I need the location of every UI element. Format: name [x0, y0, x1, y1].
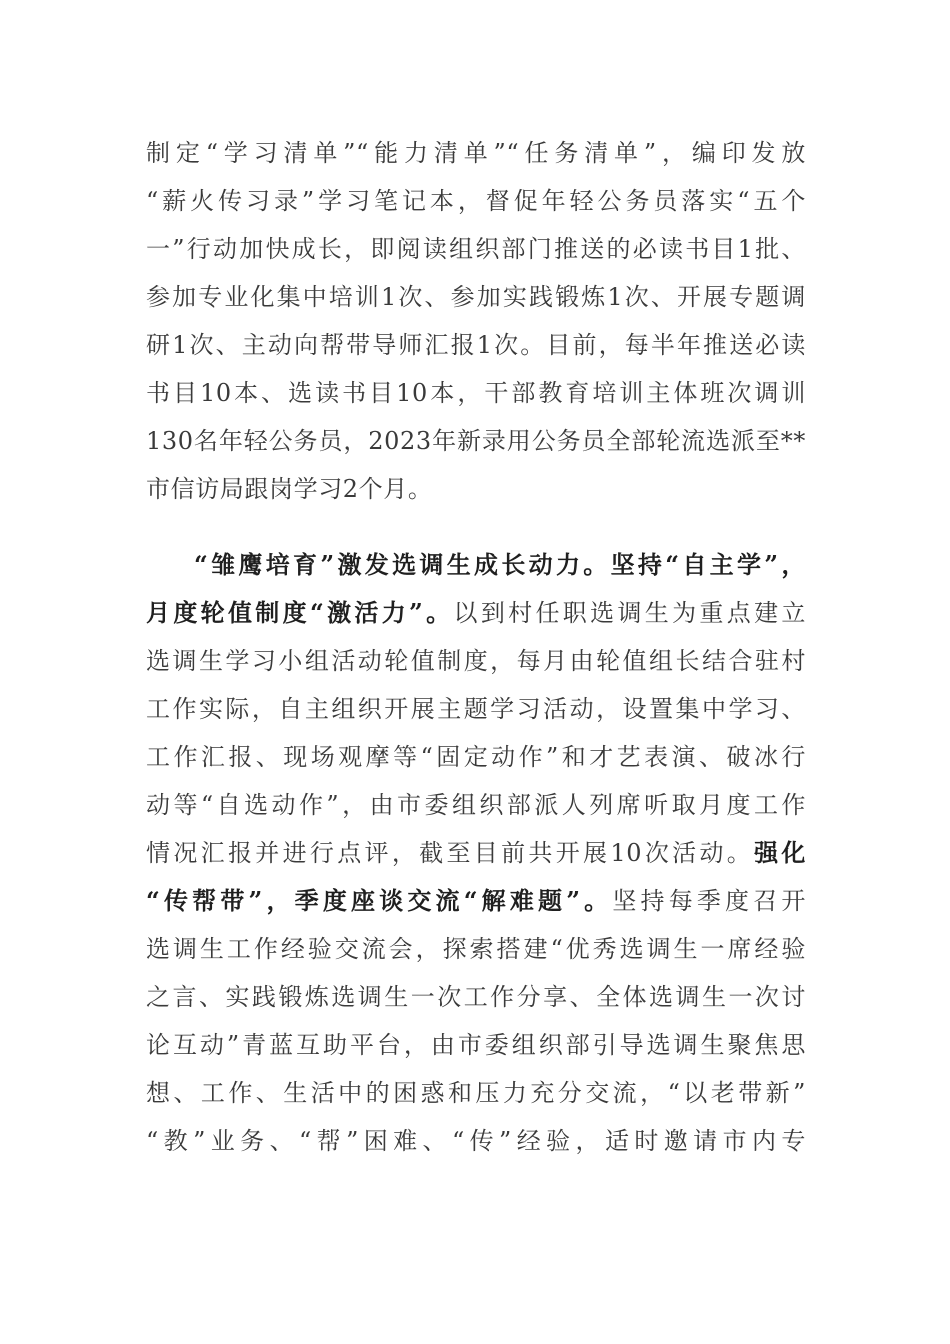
paragraph-2-subheading-2: “传帮带”，季度座谈交流“解难题”。: [146, 886, 613, 915]
paragraph-1-line-8: 市信访局跟岗学习2个月。: [146, 475, 433, 503]
paragraph-1-line-7: 130名年轻公务员，2023年新录用公务员全部轮流选派至**: [146, 427, 806, 455]
paragraph-1-line-4: 参加专业化集中培训1次、参加实践锻炼1次、开展专题调: [146, 283, 806, 311]
paragraph-2-line-2: [146, 589, 806, 637]
paragraph-2-line-8-text: 坚持每季度召开: [612, 887, 806, 915]
paragraph-2-subheading-1: 月度轮值制度“激活力”。: [146, 598, 454, 627]
paragraph-1-line-2: “薪火传习录”学习笔记本，督促年轻公务员落实“五个: [146, 187, 806, 215]
paragraph-1-line-1: 制定“学习清单”“能力清单”“任务清单”，编印发放: [146, 139, 806, 167]
paragraph-1-line-6: 书目10本、选读书目10本，干部教育培训主体班次调训: [146, 379, 806, 407]
paragraph-2-line-8: [146, 877, 806, 925]
paragraph-2-heading-line-1: “雏鹰培育”激发选调生成长动力。坚持“自主学”，: [194, 550, 806, 579]
paragraph-2-line-7-text: 情况汇报并进行点评，截至目前共开展10次活动。: [146, 839, 755, 867]
paragraph-2-line-6: 动等“自选动作”，由市委组织部派人列席听取月度工作: [146, 791, 806, 819]
paragraph-2-line-9: 选调生工作经验交流会，探索搭建“优秀选调生一席经验: [146, 935, 806, 963]
paragraph-2-line-2-text: 以到村任职选调生为重点建立: [453, 599, 806, 627]
paragraph-2-line-10: 之言、实践锻炼选调生一次工作分享、全体选调生一次讨: [146, 983, 806, 1011]
paragraph-2-line-13: “教”业务、“帮”困难、“传”经验，适时邀请市内专: [146, 1127, 806, 1155]
paragraph-1-line-5: 研1次、主动向帮带导师汇报1次。目前，每半年推送必读: [146, 331, 806, 359]
paragraph-2-line-4: 工作实际，自主组织开展主题学习活动，设置集中学习、: [146, 695, 806, 723]
paragraph-2-line-11: 论互动”青蓝互助平台，由市委组织部引导选调生聚焦思: [146, 1031, 806, 1059]
paragraph-2-line-7: [146, 829, 806, 877]
paragraph-1-line-3: 一”行动加快成长，即阅读组织部门推送的必读书目1批、: [146, 235, 806, 263]
paragraph-2-line-3: 选调生学习小组活动轮值制度，每月由轮值组长结合驻村: [146, 647, 806, 675]
paragraph-2-line-5: 工作汇报、现场观摩等“固定动作”和才艺表演、破冰行: [146, 743, 806, 771]
paragraph-2-line-12: 想、工作、生活中的困惑和压力充分交流，“以老带新”: [146, 1079, 806, 1107]
paragraph-2-subheading-2-start: 强化: [754, 838, 806, 867]
